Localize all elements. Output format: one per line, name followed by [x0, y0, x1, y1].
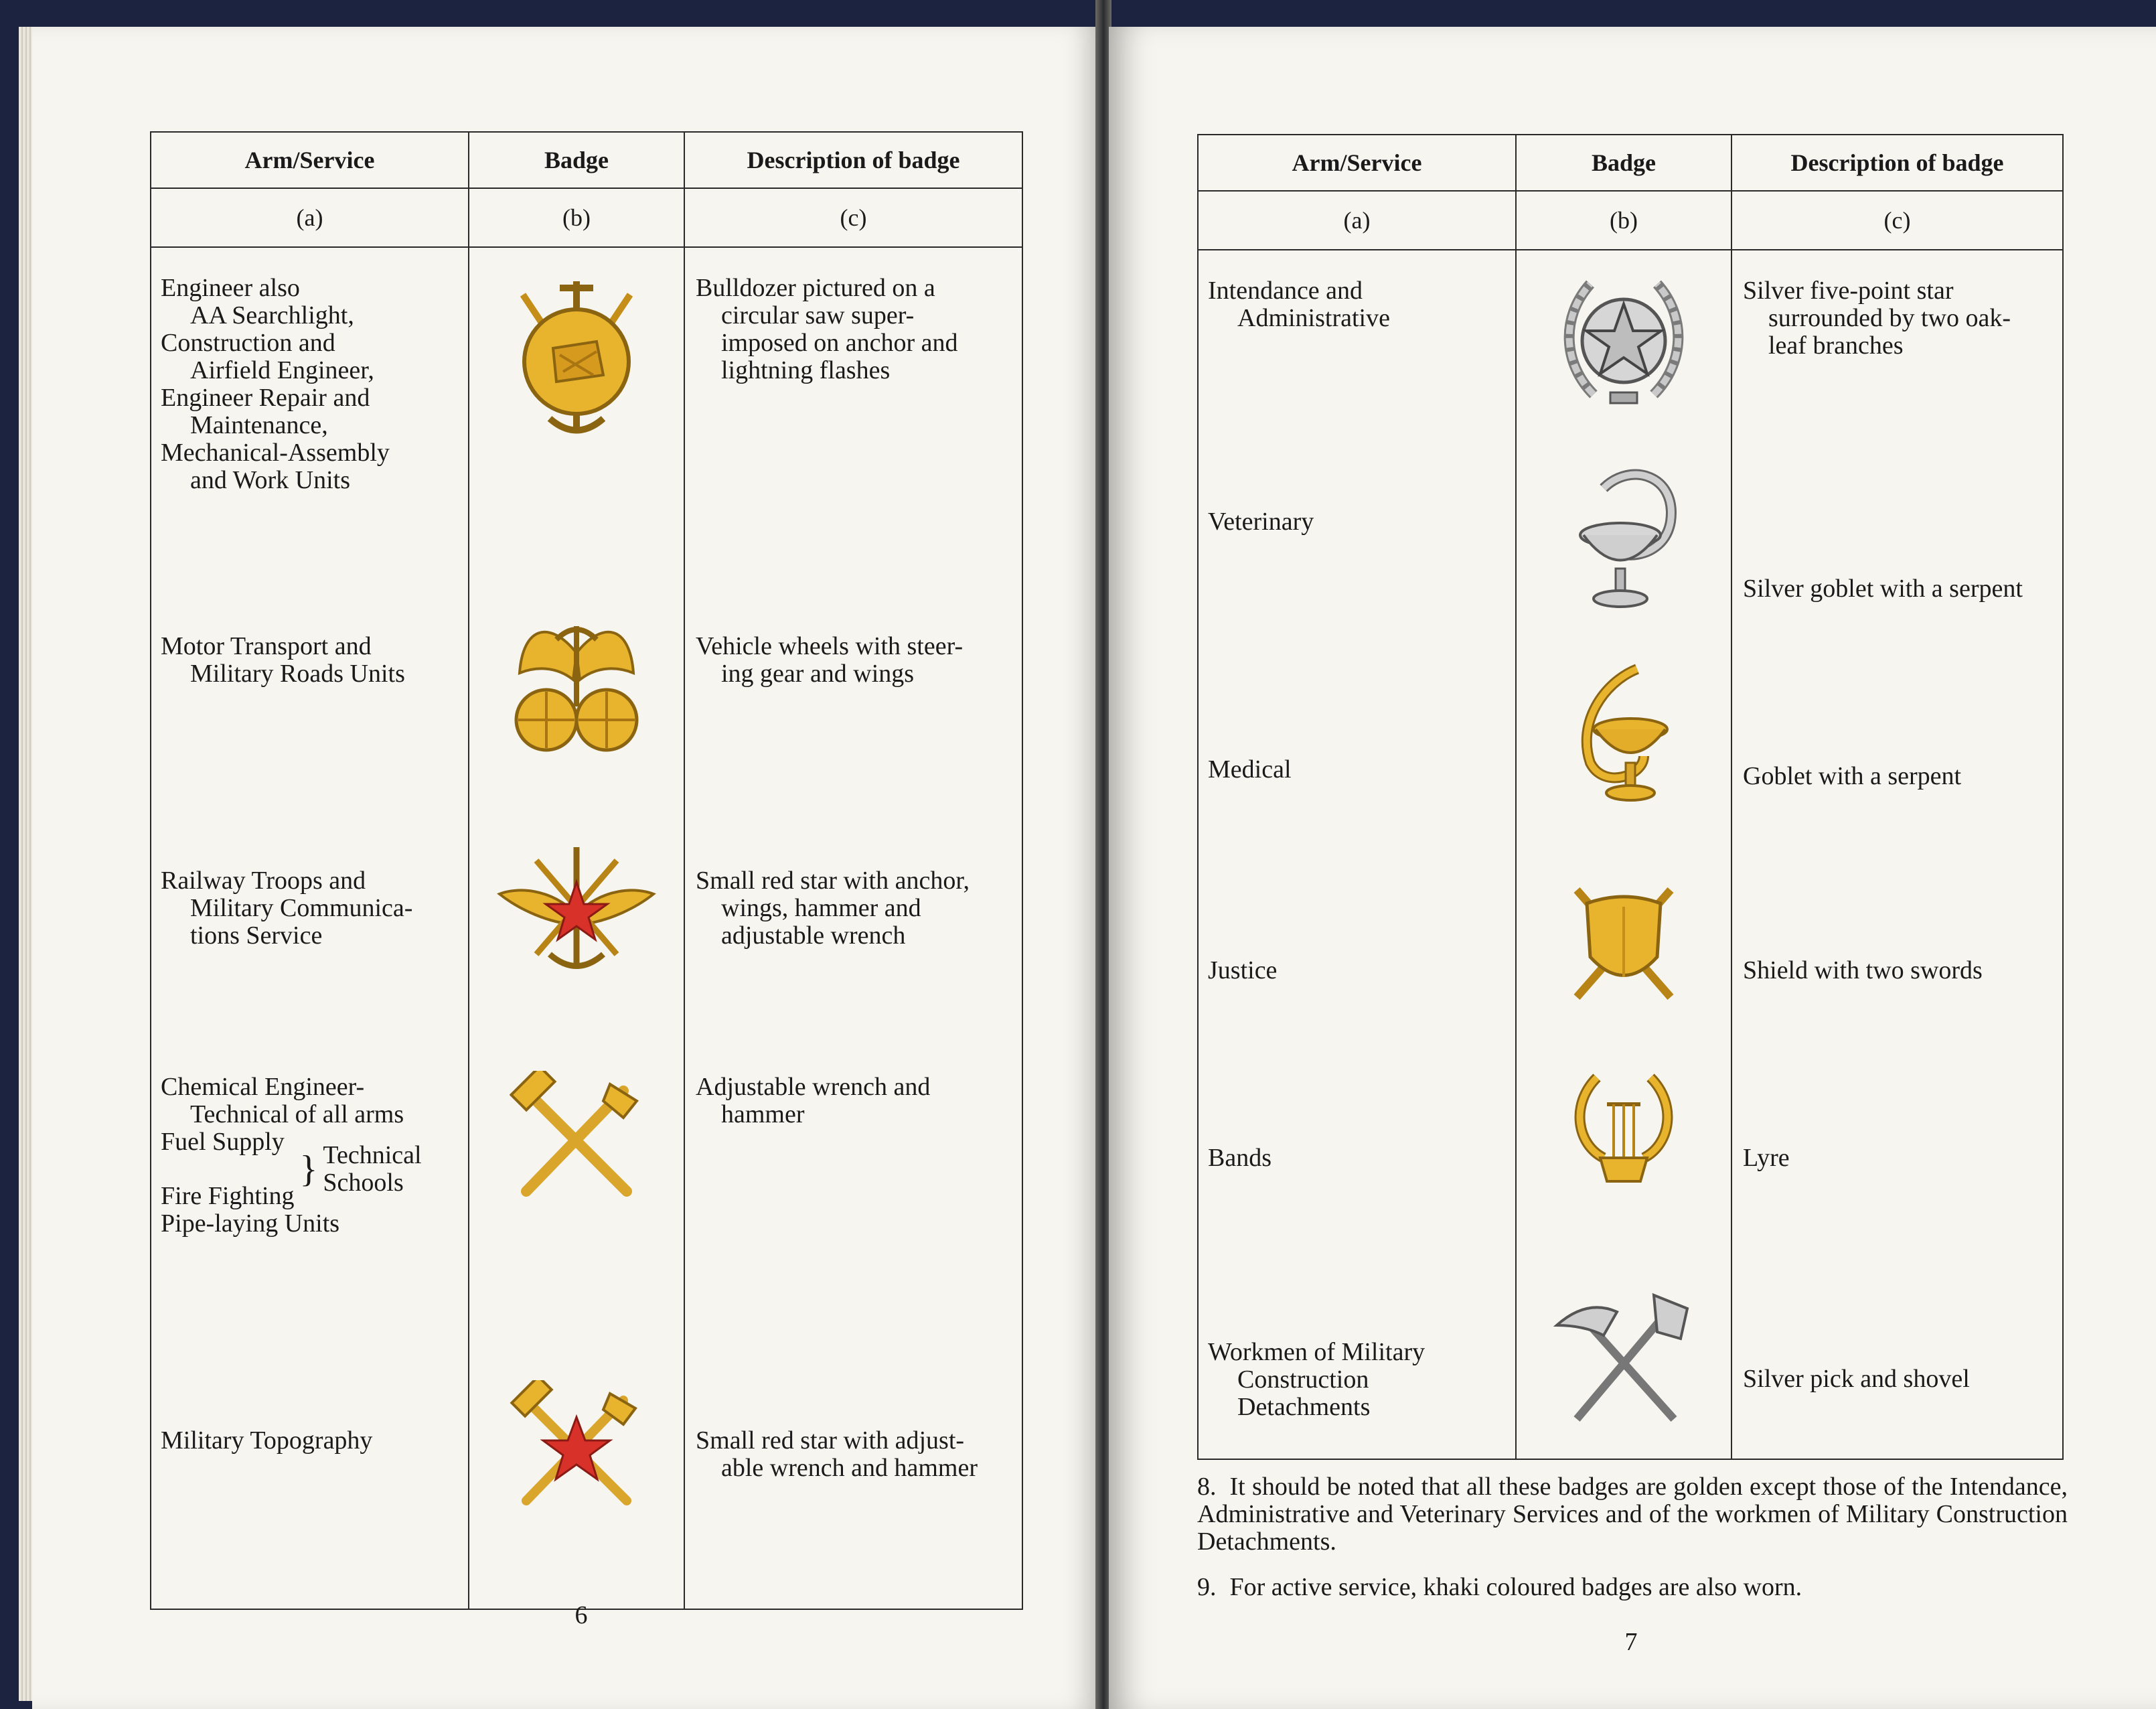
- subheader-c: (c): [684, 188, 1022, 247]
- silver-star-wreath-badge-icon: [1557, 264, 1691, 411]
- description-cell: [684, 606, 1022, 840]
- arm-service-line: Medical: [1208, 755, 1292, 784]
- description-line: Lyre: [1743, 1144, 1790, 1172]
- badge-cell: [1516, 250, 1731, 455]
- arm-service-line: Motor Transport and: [161, 632, 372, 660]
- description-cell: [684, 840, 1022, 1047]
- description-line: Silver five-point star: [1743, 277, 1954, 305]
- left-badge-table: [150, 131, 1023, 1610]
- page-number: 7: [1624, 1628, 1638, 1656]
- badge-cell: [1516, 1044, 1731, 1245]
- shield-swords-badge-icon: [1563, 877, 1684, 1011]
- subheader-c: (c): [1731, 191, 2063, 250]
- description-line: able wrench and hammer: [721, 1454, 978, 1482]
- arm-service-line: Justice: [1208, 956, 1278, 984]
- description-line: Bulldozer pictured on a: [696, 274, 935, 302]
- note-number: 8.: [1197, 1473, 1217, 1501]
- arm-service-line: Chemical Engineer-: [161, 1073, 365, 1101]
- arm-service-cell: [151, 840, 469, 1047]
- description-line: Small red star with anchor,: [696, 867, 970, 895]
- arm-service-line: Workmen of Military: [1208, 1338, 1426, 1366]
- arm-service-line: tions Service: [190, 921, 323, 950]
- description-line: Silver pick and shovel: [1743, 1365, 1970, 1393]
- arm-service-line: Military Communica-: [190, 894, 413, 922]
- description-cell: [1731, 455, 2063, 649]
- arm-service-line: Engineer also: [161, 274, 300, 302]
- description-line: adjustable wrench: [721, 921, 906, 950]
- note-text: It should be noted that all these badges are golden except those of the Intendance, Administrative and Veterinary Services and of the workmen of Military Construction Detachments.: [1197, 1473, 2068, 1556]
- description-cell: [1731, 649, 2063, 843]
- description-line: Shield with two swords: [1743, 956, 1983, 984]
- table-row: [1198, 649, 2063, 843]
- pick-shovel-badge-icon: [1550, 1285, 1697, 1432]
- badge-cell: [1516, 843, 1731, 1044]
- note-number: 9.: [1197, 1573, 1217, 1601]
- description-line: leaf branches: [1768, 331, 1904, 360]
- wheels-wings-badge-icon: [510, 613, 643, 760]
- arm-service-line: Railway Troops and: [161, 867, 366, 895]
- badge-cell: [1516, 455, 1731, 649]
- red-star-anchor-wings-badge-icon: [496, 840, 657, 974]
- description-cell: [684, 1047, 1022, 1400]
- description-line: Small red star with adjust-: [696, 1426, 965, 1455]
- header-description: Description of badge: [684, 132, 1022, 188]
- table-row: [1198, 843, 2063, 1044]
- description-line: Goblet with a serpent: [1743, 762, 1962, 790]
- badge-cell: [469, 840, 684, 1047]
- badge-cell: [469, 1400, 684, 1609]
- description-line: Vehicle wheels with steer-: [696, 632, 964, 660]
- description-line: Silver goblet with a serpent: [1743, 575, 2023, 603]
- header-badge: Badge: [1516, 135, 1731, 191]
- description-cell: [684, 1400, 1022, 1609]
- table-row: [151, 606, 1022, 840]
- table-row: [151, 840, 1022, 1047]
- badge-cell: [1516, 649, 1731, 843]
- description-line: hammer: [721, 1100, 805, 1128]
- arm-service-line: Veterinary: [1208, 508, 1314, 536]
- table-row: [1198, 1245, 2063, 1459]
- description-line: surrounded by two oak-: [1768, 304, 2011, 332]
- arm-service-line: Schools: [323, 1169, 404, 1197]
- table-row: [1198, 455, 2063, 649]
- arm-service-line: Fuel Supply: [161, 1128, 285, 1156]
- note-8: [1197, 1473, 2068, 1556]
- wrench-hammer-badge-icon: [510, 1071, 643, 1205]
- arm-service-line: Mechanical-Assembly: [161, 439, 390, 467]
- table-row: [1198, 1044, 2063, 1245]
- description-cell: [1731, 1245, 2063, 1459]
- table-row: [151, 1047, 1022, 1400]
- description-line: circular saw super-: [721, 301, 915, 329]
- description-cell: [1731, 1044, 2063, 1245]
- badge-cell: [469, 606, 684, 840]
- arm-service-cell: [1198, 843, 1516, 1044]
- table-row: [1198, 250, 2063, 455]
- description-line: imposed on anchor and: [721, 329, 958, 357]
- description-cell: [1731, 843, 2063, 1044]
- arm-service-cell: [1198, 649, 1516, 843]
- red-star-wrench-hammer-badge-icon: [510, 1380, 643, 1514]
- subheader-a: (a): [1198, 191, 1516, 250]
- description-cell: [1731, 250, 2063, 455]
- arm-service-line: Pipe-laying Units: [161, 1209, 340, 1238]
- badge-cell: [1516, 1245, 1731, 1459]
- header-arm-service: Arm/Service: [1198, 135, 1516, 191]
- description-line: Adjustable wrench and: [696, 1073, 931, 1101]
- arm-service-line: Airfield Engineer,: [190, 356, 374, 384]
- silver-goblet-serpent-badge-icon: [1563, 461, 1684, 615]
- right-badge-table: [1197, 134, 2064, 1460]
- page-number: 6: [574, 1601, 588, 1629]
- subheader-b: (b): [469, 188, 684, 247]
- header-badge: Badge: [469, 132, 684, 188]
- arm-service-line: Engineer Repair and: [161, 384, 370, 412]
- bulldozer-anchor-badge-icon: [510, 275, 643, 449]
- arm-service-cell: [151, 1400, 469, 1609]
- description-line: lightning flashes: [721, 356, 891, 384]
- description-line: ing gear and wings: [721, 660, 915, 688]
- badge-cell: [469, 1047, 684, 1400]
- subheader-a: (a): [151, 188, 469, 247]
- subheader-b: (b): [1516, 191, 1731, 250]
- note-text: For active service, khaki coloured badges are also worn.: [1229, 1573, 1802, 1601]
- arm-service-line: Administrative: [1237, 304, 1390, 332]
- lyre-badge-icon: [1563, 1064, 1684, 1198]
- arm-service-line: and Work Units: [190, 466, 351, 494]
- arm-service-line: Construction: [1237, 1365, 1369, 1394]
- arm-service-line: Military Topography: [161, 1426, 373, 1455]
- arm-service-cell: [151, 247, 469, 606]
- arm-service-line: Maintenance,: [190, 411, 328, 439]
- arm-service-line: Intendance and: [1208, 277, 1363, 305]
- arm-service-cell: [1198, 1245, 1516, 1459]
- arm-service-line: Technical of all arms: [190, 1100, 404, 1128]
- header-description: Description of badge: [1731, 135, 2063, 191]
- brace-mark: }: [299, 1148, 318, 1190]
- arm-service-line: Fire Fighting: [161, 1182, 295, 1210]
- arm-service-line: Bands: [1208, 1144, 1272, 1172]
- note-9: [1197, 1574, 2068, 1601]
- goblet-serpent-badge-icon: [1563, 662, 1684, 816]
- technical-schools-group: [161, 1128, 461, 1210]
- arm-service-line: Military Roads Units: [190, 660, 405, 688]
- left-page: [32, 27, 1097, 1709]
- table-row: [151, 247, 1022, 606]
- arm-service-line: Detachments: [1237, 1393, 1371, 1421]
- arm-service-cell: [1198, 455, 1516, 649]
- header-arm-service: Arm/Service: [151, 132, 469, 188]
- arm-service-line: AA Searchlight,: [190, 301, 354, 329]
- arm-service-cell: [1198, 1044, 1516, 1245]
- arm-service-cell: [151, 606, 469, 840]
- right-page: [1109, 27, 2156, 1709]
- description-line: wings, hammer and: [721, 894, 921, 922]
- badge-cell: [469, 247, 684, 606]
- arm-service-cell: [1198, 250, 1516, 455]
- table-row: [151, 1400, 1022, 1609]
- arm-service-line: Construction and: [161, 329, 335, 357]
- arm-service-cell: [151, 1047, 469, 1400]
- arm-service-line: Technical: [323, 1141, 422, 1169]
- description-cell: [684, 247, 1022, 606]
